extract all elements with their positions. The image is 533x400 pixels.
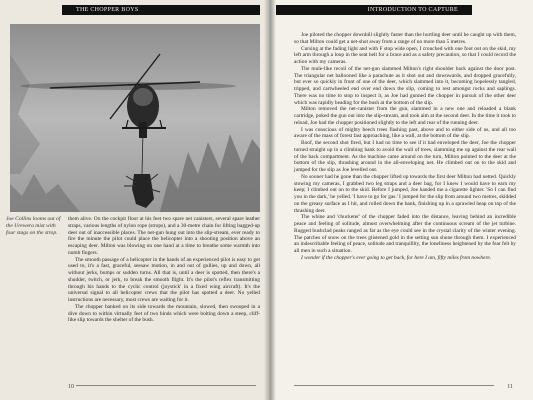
body-paragraph: them alive. On the cockpit floor at his feet two spare net canisters, several spare leather straps, various lengths of nylon rope (strops), and a 30-metre chain for lifting bagged-up deer out of inaccessible places. The net-gun hung out into the slip-stream, ever ready to fire the minute the pilot could place the helicopter into a shooting position above an escaping deer. Milton was blowing on one hand at a time to breathe some warmth into numb fingers. (68, 216, 260, 256)
body-paragraph: The mule-like recoil of the net-gun slammed Milton's right shoulder back against the door post. The triangular net ballooned like a parachute as it shot out and downwards, and dropped gracefully, but ever so quickly in front of one of the deer, which slammed into it, becoming hopelessly tangled, tripped, and cartwheeled end over end down the slip, coming to rest amongst rocks and saplings. There was no time to stop to inspect it, as Joe had gunned the chopper in pursuit of the other deer which was rapidly heading for the bush at the bottom of the slip. (294, 65, 516, 106)
body-paragraph: No sooner had he gone than the chopper lifted up towards the first deer Milton had netted. Quickly stowing my cameras, I grabbed two leg straps and a deer bag, for I knew I would have to earn my keep; I climbed out on to the skid. Before I jumped, Joe handed me a cigarette lighter. 'So I can find you in the dark,' he yelled. 'I have to go for gas.' I jumped for the slip from around two metres, skidded on the greasy surface as I hit, and rolled down the bank, finishing up in a sprawled heap on top of the thrashing deer. (294, 173, 516, 214)
running-head-bar (62, 5, 260, 15)
running-head-left: THE CHOPPER BOYS (76, 7, 139, 13)
body-paragraph: I was conscious of mighty beech trees flashing past, above and to either side of us, and all too aware of the mass of forest fast approaching, like a wall, at the bottom of the slip. (294, 126, 516, 140)
running-head-bar (276, 5, 472, 15)
body-paragraph: The smooth passage of a helicopter in the hands of an experienced pilot is easy to get used to, it's a fast, graceful, seesaw motion, in and out of gullies, up and down, all without jerks, bumps or sudden turns. All that is, until a deer is spotted, then there's a shudder, twitch, or jerk, to break the smooth flight. It's the pilot's reflex transmitting through his hands to the cyclic control (joystick' in a fixed wing aircraft). It's the universal signal to all helicopter crews that the pilot has spotted a deer. No yelled instructions are necessary, most crews are waiting for it. (68, 256, 260, 303)
body-paragraph: Boof, the second shot fired, but I had no time to see if it had enveloped the deer, Joe the chopper turned straight up in a climbing bank to avoid the wall of trees, slamming me up against the rear wall of the back compartment. As the machine came around on the turn, Milton pointed to the deer at the bottom of the slip, thrashing around in the all-enveloping net. He climbed out on to the skid and jumped for the slip as Joe levelled out. (294, 140, 516, 173)
footer-rule (294, 385, 494, 386)
page-number-left: 10 (68, 384, 74, 390)
book-gutter (264, 0, 276, 400)
photo-caption: Joe Collins looms out of the Urewera mist with four stags on the strop. (6, 216, 61, 236)
rotor-blur (20, 82, 236, 90)
body-paragraph: Joe piloted the chopper downhill slightly faster than the hurtling deer until he caught up with them, so that Milton could get a net-shot away from a range of no more than 5 metres. (294, 32, 516, 45)
body-paragraph: I wonder if the chopper's ever going to get back, for here I am, fifty miles from nowhere. (301, 254, 492, 261)
body-paragraph: Cursing at the fading light and with F stop wide open, I crouched with one foot out on the skid, my left arm through a loop in the seat belt for a brace and as a safety precaution, so that I could record the action with my cameras. (294, 45, 516, 65)
helicopter-illustration (10, 24, 260, 212)
cockpit-bubble (133, 88, 153, 106)
left-body-text (68, 216, 260, 324)
body-paragraph: Milton removed the net-canister from the gun, slammed in a new one and reloaded a blank cartridge, poked the gun out into the slip-stream, and took aim at the second deer. In the time it took to reload, Joe had the chopper positioned slightly to the left and rear of the running deer. (294, 106, 516, 126)
helicopter-photo (10, 24, 260, 212)
page-number-right: 11 (507, 384, 513, 390)
right-page (270, 0, 533, 400)
running-head-right: INTRODUCTION TO CAPTURE (367, 7, 458, 13)
right-body-text (294, 32, 516, 262)
body-paragraph: The chopper banked on its side towards the mountain, slowed, then swooped in a dive down to within virtually feet of two hinds which were bolting down a steep, cliff-like slip towards the shelter of the bush. (68, 303, 260, 324)
footer-rule (76, 385, 256, 386)
body-paragraph: The whine and 'chucketer' of the chopper faded into the distance, leaving behind an incredible peace and feeling of solitude, almost overwhelming after the continuous scream of the jet turbine. Rugged bushclad peaks ranged as far as the eye could see in the crystal clarity of the winter evening. The patches of snow on the trees glistened gold in the setting sun shone through them. I experienced an indescribable feeling of peace, solitude and tranquillity, the loneliness heightened by the fear felt by all men in such a situation. (294, 214, 516, 254)
